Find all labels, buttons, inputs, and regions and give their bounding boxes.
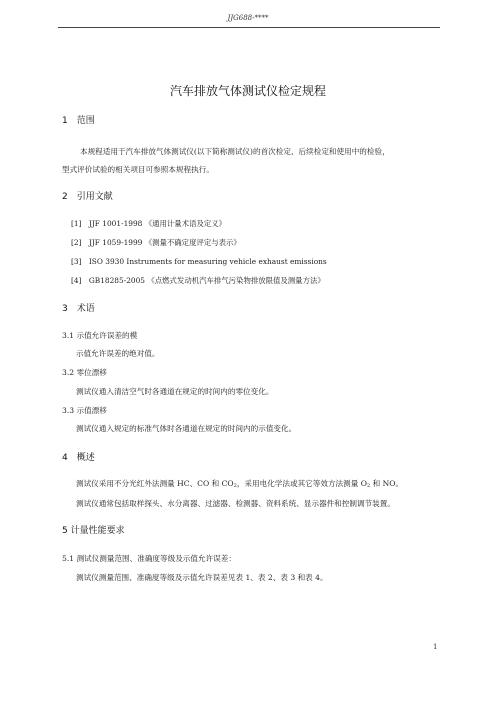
page-number: 1 [433,643,438,651]
term-3-3-definition: 测试仪通入规定的标准气体时各通道在规定的时间内的示值变化。 [76,424,297,433]
reference-item-2: [2] JJF 1059-1999 《测量不确定度评定与表示》 [71,238,241,247]
term-3-2-definition: 测试仪通入清洁空气时各通道在规定的时间内的零位变化。 [76,387,274,396]
section-4-paragraph-line-2: 测试仪通常包括取样探头、水分离器、过滤器、检测器、资料系统、显示器件和控制调节装置。 [76,499,395,508]
o2-subscript: 2 [366,483,371,489]
section-4-text-b: ，采用电化学法或其它等效方法测量 O [236,479,367,488]
term-3-2-title: 3.2 零位漂移 [62,368,107,377]
reference-item-4: [4] GB18285-2005 《点燃式发动机汽车排气污染物排放限值及测量方法》 [71,276,325,285]
section-1-paragraph-line-1: 本规程适用于汽车排放气体测试仪(以下简称测试仪)的首次检定、后续检定和使用中的检验， [80,147,390,156]
term-3-1-title: 3.1 示值允许误差的模 [62,331,138,340]
header-document-code: JJG688-**** [227,14,269,22]
section-4-text-a: 测试仪采用不分光红外法测量 HC、CO 和 CO [76,479,234,488]
section-5-1-paragraph: 测试仪测量范围、准确度等级及示值允许误差见表 1、表 2、表 3 和表 4。 [76,573,328,582]
page-title: 汽车排放气体测试仪检定规程 [169,84,326,98]
section-3-heading: 3 术语 [62,304,95,314]
co2-subscript: 2 [233,483,237,489]
header-rule [58,27,440,28]
section-5-heading: 5 计量性能要求 [62,526,125,536]
section-5-1-heading: 5.1 测试仪测量范围、准确度等级及示值允许误差： [62,554,236,563]
term-3-1-definition: 示值允许误差的绝对值。 [76,349,160,358]
section-4-paragraph-line-1 [76,478,403,489]
section-2-heading: 2 引用文献 [62,192,113,202]
section-1-heading: 1 范围 [62,116,95,126]
section-4-text-c: 和 NO。 [370,479,404,488]
term-3-3-title: 3.3 示值漂移 [62,406,107,415]
reference-item-1: [1] JJF 1001-1998 《通用计量术语及定义》 [71,219,227,228]
section-4-heading: 4 概述 [62,453,95,463]
section-1-paragraph-line-2: 型式评价试验的相关项目可参照本规程执行。 [62,165,214,174]
reference-item-3: [3] ISO 3930 Instruments for measuring vehicle exhaust emissions [71,257,327,266]
